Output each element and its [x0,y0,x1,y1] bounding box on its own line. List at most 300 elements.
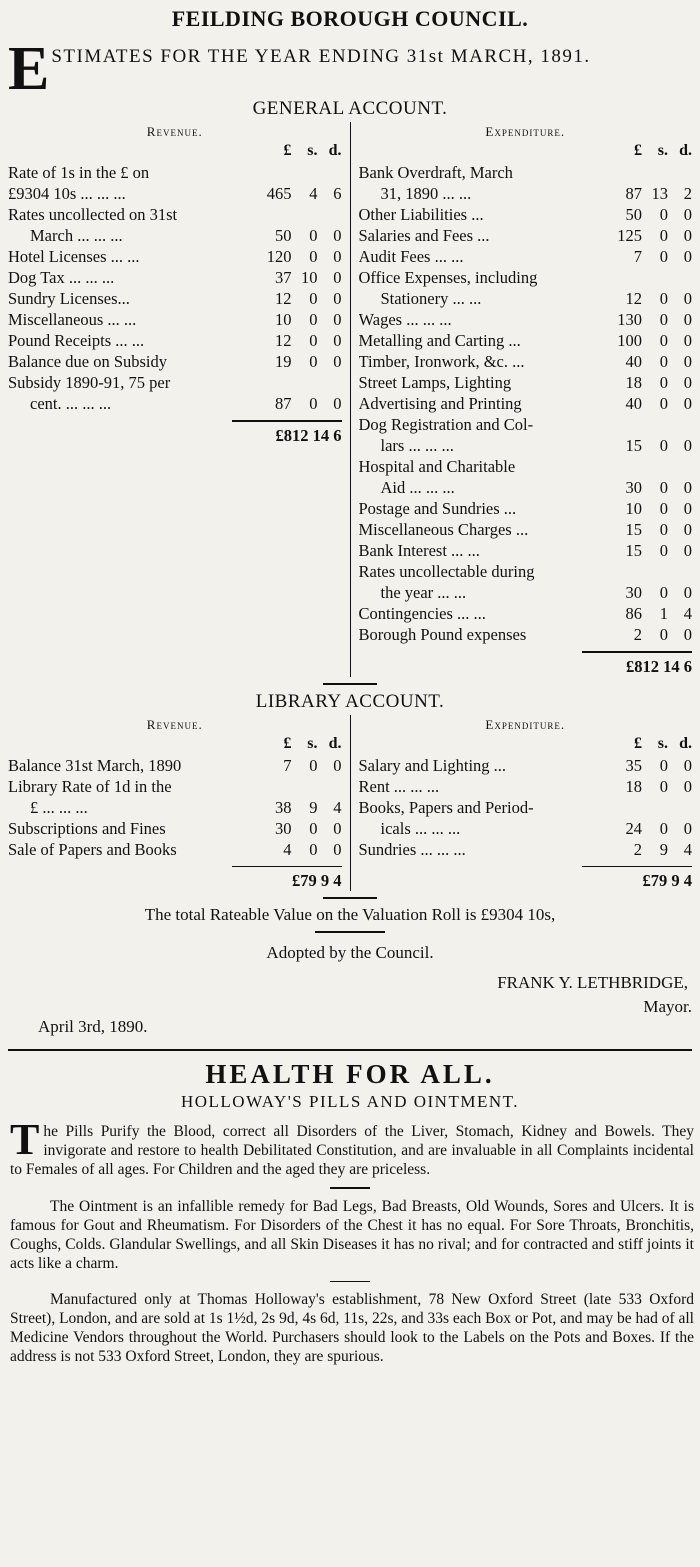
amount-shillings [292,162,318,183]
account-line-label: March ... ... ... [30,226,123,245]
amount-pounds: 40 [625,352,642,371]
amount-shillings: 0 [659,289,668,308]
estimates-heading [8,35,690,103]
account-line [8,225,342,246]
account-line-label: Salary and Lighting ... [358,755,507,775]
account-line [359,330,693,351]
account-line [8,797,342,818]
account-line-label: Sundry Licenses... [8,289,130,308]
amount-pence: 0 [683,520,692,539]
account-line [359,603,693,624]
account-line-amount [248,225,342,246]
account-line-amount [248,776,342,797]
account-line-amount [598,624,692,645]
amount-pence: 0 [333,268,342,287]
account-line-amount [598,288,692,309]
amount-pence: 0 [683,625,692,644]
amount-pounds: 37 [275,268,292,287]
account-line [8,393,342,414]
account-line-label: Balance due on Subsidy [8,352,168,371]
account-line [8,330,342,351]
account-line-amount [248,755,342,776]
account-line-label: Contingencies ... ... [358,604,486,623]
amount-pence: 0 [683,818,692,838]
amount-shillings: 0 [659,436,668,455]
account-line [8,372,342,393]
amount-pounds: 130 [617,310,642,329]
account-line-amount [248,246,342,267]
account-line-amount [248,204,342,225]
library-account-title: LIBRARY ACCOUNT. [255,690,445,712]
amount-pounds: 15 [625,520,642,539]
account-line-amount [598,540,692,561]
amount-pence: 0 [333,818,342,838]
account-line-label: Subscriptions and Fines [8,818,166,838]
account-line [359,839,693,860]
account-line-label: icals ... ... ... [380,818,461,838]
library-account-table [0,715,700,892]
account-line [359,267,693,288]
amount-shillings: 0 [659,755,668,775]
account-line-label: Wages ... ... ... [358,310,452,329]
amount-shillings: 0 [659,205,668,224]
amount-shillings: 0 [309,226,318,245]
amount-shillings: 0 [309,289,318,308]
account-line-label: Sundries ... ... ... [358,839,466,859]
account-line-label: cent. ... ... ... [30,394,112,413]
general-expenditure-column [351,122,700,677]
amount-pence [668,267,692,288]
amount-shillings: 0 [659,478,668,497]
amount-pence: 0 [683,289,692,308]
account-line [359,225,693,246]
library-expenditure-column [351,715,700,892]
account-line-label: Dog Registration and Col- [358,415,534,434]
manufacturer-paragraph: Manufactured only at Thomas Holloway's establishment, 78 New Oxford Street (late 533 Oxford Street), London, and are sold at 1s 1½d, 2s 9d, 4s 6d, 11s, 22s, and 33s each Box or Pot, and may be had of all Medicine Vendors throughout the World. Purchasers should look to the Labels on the Pots and Boxes. If the address is not 533 Oxford Street, London, they are spurious. [10,1291,694,1365]
account-line-label: Timber, Ironwork, &c. ... [358,352,525,371]
total-rule [232,866,342,868]
amount-pence: 4 [333,797,342,817]
account-line-amount [598,204,692,225]
dated: April 3rd, 1890. [38,1017,148,1036]
amount-pence [668,414,692,435]
general-revenue-total: £812 14 6 [275,425,342,445]
amount-pence [668,797,692,818]
amount-pence: 0 [683,205,692,224]
advert-divider [8,1049,692,1051]
amount-pounds: 24 [625,818,642,838]
general-expenditure-heading: Expenditure. [485,124,566,139]
account-line [359,624,693,645]
amount-shillings: 1 [659,604,668,623]
account-line-amount [248,267,342,288]
paragraph-divider [330,1281,370,1283]
account-line-amount [598,372,692,393]
amount-shillings: 0 [659,583,668,602]
account-line-label: Balance 31st March, 1890 [8,755,182,775]
amount-pounds: 18 [625,373,642,392]
account-line [359,309,693,330]
amount-pence [318,162,342,183]
amount-pounds: 465 [266,184,292,203]
amount-pounds [248,162,292,183]
account-line [359,183,693,204]
amount-pounds: 50 [625,205,642,224]
account-line [359,393,693,414]
signatory-name: FRANK Y. LETHBRIDGE, [497,973,688,992]
amount-pence [668,162,692,183]
amount-shillings: 0 [659,625,668,644]
account-line-label: Books, Papers and Period- [358,797,534,817]
account-line-label: Library Rate of 1d in the [8,776,172,796]
account-line [359,288,693,309]
amount-pounds [248,372,292,393]
account-line-amount [248,183,342,204]
account-line-label: Hospital and Charitable [358,457,516,476]
amount-pounds: 100 [617,331,642,350]
pills-text: he Pills Purify the Blood, correct all Disorders of the Liver, Stomach, Kidney and Bowels. They invigorate and restore to health Debilitated Constitution, and are invaluable in all Complaints incidental to Females of all ages. For Children and the aged they are priceless. [10,1123,694,1178]
amount-pounds: 12 [625,289,642,308]
account-line [8,755,342,776]
amount-shillings: 0 [659,310,668,329]
amount-pounds: 2 [633,839,642,859]
amount-pounds: 15 [625,541,642,560]
currency-header: £ s. d. [634,142,692,159]
general-account-table [0,122,700,677]
account-line-amount [598,477,692,498]
amount-pence: 0 [683,776,692,796]
account-line-amount [598,183,692,204]
amount-pence [318,204,342,225]
amount-shillings: 0 [659,394,668,413]
total-rule [582,651,692,653]
account-line [8,818,342,839]
amount-pounds: 86 [625,604,642,623]
account-line-label: Salaries and Fees ... [358,226,490,245]
account-line-label: Hotel Licenses ... ... [8,247,140,266]
amount-pence: 0 [333,755,342,775]
amount-shillings: 0 [309,394,318,413]
account-line-label: Advertising and Printing [358,394,522,413]
amount-pence: 0 [683,583,692,602]
health-subtitle: HOLLOWAY'S PILLS AND OINTMENT. [180,1092,519,1111]
amount-shillings [642,561,668,582]
amount-pounds: 18 [625,776,642,796]
amount-pence: 0 [333,289,342,308]
account-line-amount [598,561,692,582]
amount-pence: 0 [333,331,342,350]
total-rule [582,866,692,868]
amount-shillings: 0 [309,839,318,859]
amount-pence: 0 [683,499,692,518]
amount-pounds: 7 [633,247,642,266]
amount-pence: 0 [683,310,692,329]
general-revenue-list [8,162,342,414]
amount-shillings: 4 [309,184,318,203]
section-divider [315,931,385,933]
account-line [8,776,342,797]
general-revenue-column [0,122,351,677]
account-line-label: Street Lamps, Lighting [358,373,512,392]
currency-header: £ s. d. [283,734,342,752]
amount-pounds [598,267,642,288]
section-divider [323,683,377,685]
amount-pounds: 2 [633,625,642,644]
amount-shillings: 0 [659,499,668,518]
total-rule [232,420,342,422]
account-line [8,288,342,309]
account-line-label: Other Liabilities ... [358,205,484,224]
currency-header: £ s. d. [283,142,342,159]
amount-pounds: 30 [625,478,642,497]
amount-pence [318,776,342,797]
amount-pounds: 35 [625,755,642,775]
account-line-label: Audit Fees ... ... [358,247,464,266]
amount-pence: 0 [683,755,692,775]
account-line-amount [598,776,692,797]
account-line-label: Dog Tax ... ... ... [8,268,115,287]
account-line-amount [598,330,692,351]
amount-shillings [642,414,668,435]
account-line-amount [598,456,692,477]
amount-shillings: 0 [309,818,318,838]
currency-header: £ s. d. [634,734,692,752]
account-line-label: Sale of Papers and Books [8,839,177,859]
amount-shillings [292,776,318,797]
amount-shillings: 0 [309,310,318,329]
amount-pence: 4 [683,839,692,859]
amount-pounds [248,204,292,225]
account-line [8,162,342,183]
library-revenue-list [8,755,342,860]
account-line [359,372,693,393]
pills-paragraph [10,1115,694,1179]
account-line-label: Subsidy 1890-91, 75 per [8,373,171,392]
amount-pounds: 15 [625,436,642,455]
account-line [359,561,693,582]
account-line-label: Borough Pound expenses [358,625,527,644]
amount-pence: 0 [683,373,692,392]
amount-pence: 0 [683,247,692,266]
amount-shillings: 13 [651,184,668,203]
health-title: HEALTH FOR ALL. [205,1059,495,1089]
library-revenue-column [0,715,351,892]
account-line-amount [598,582,692,603]
account-line-label: £ ... ... ... [30,797,88,817]
amount-pence: 0 [333,352,342,371]
account-line-amount [248,288,342,309]
account-line-amount [248,818,342,839]
account-line-label: £9304 10s ... ... ... [8,184,126,203]
account-line [359,204,693,225]
account-line [359,519,693,540]
paragraph-initial: T [10,1115,40,1164]
account-line-label: Bank Overdraft, March [358,163,513,182]
account-line-label: Bank Interest ... ... [358,541,480,560]
account-line [359,498,693,519]
amount-pence: 2 [683,184,692,203]
amount-pence [668,456,692,477]
library-revenue-total: £79 9 4 [292,871,342,890]
account-line [8,267,342,288]
amount-pence: 0 [333,394,342,413]
amount-pounds [248,776,292,797]
library-revenue-heading: Revenue. [146,716,203,732]
paragraph-divider [330,1187,370,1189]
amount-pence: 0 [683,226,692,245]
section-divider [323,897,377,899]
amount-shillings: 0 [659,818,668,838]
account-line-label: Pound Receipts ... ... [8,331,145,350]
estimates-text: STIMATES FOR THE YEAR ENDING 31st MARCH, 1891. [51,46,591,67]
account-line-label: Rent ... ... ... [358,776,440,796]
amount-pence: 6 [333,184,342,203]
amount-pounds: 10 [625,499,642,518]
account-line-amount [598,797,692,818]
amount-pounds [598,561,642,582]
amount-pounds: 38 [275,797,292,817]
general-account-title: GENERAL ACCOUNT. [252,98,448,119]
account-line-label: Office Expenses, including [358,268,538,287]
amount-shillings: 0 [659,373,668,392]
account-line-amount [598,267,692,288]
general-revenue-heading: Revenue. [146,124,203,139]
amount-pence: 0 [683,478,692,497]
amount-pounds [598,456,642,477]
amount-pence: 0 [333,226,342,245]
account-line-label: Rate of 1s in the £ on [8,163,150,182]
account-line [359,797,693,818]
account-line-amount [598,519,692,540]
account-line-amount [248,330,342,351]
account-line-amount [598,351,692,372]
amount-shillings: 0 [309,352,318,371]
account-line-label: Stationery ... ... [380,289,482,308]
amount-shillings [292,372,318,393]
amount-shillings: 0 [659,331,668,350]
library-expenditure-list [359,755,693,860]
amount-shillings [642,267,668,288]
amount-pence: 0 [683,394,692,413]
amount-pounds [598,797,642,818]
amount-pounds [598,414,642,435]
account-line-amount [598,755,692,776]
amount-shillings: 9 [309,797,318,817]
account-line-amount [248,393,342,414]
amount-pounds: 30 [625,583,642,602]
amount-pounds: 125 [617,226,642,245]
amount-pounds: 87 [625,184,642,203]
account-line-amount [248,797,342,818]
account-line-amount [598,393,692,414]
account-line-label: Miscellaneous Charges ... [358,520,529,539]
account-line-amount [598,414,692,435]
amount-shillings: 0 [659,541,668,560]
amount-shillings: 0 [659,352,668,371]
amount-pounds: 87 [275,394,292,413]
account-line [359,456,693,477]
account-line [359,435,693,456]
account-line-label: lars ... ... ... [380,436,454,455]
signatory-role: Mayor. [643,997,692,1016]
account-line-label: the year ... ... [380,583,467,602]
amount-shillings: 9 [659,839,668,859]
amount-pence: 0 [333,839,342,859]
account-line-amount [598,246,692,267]
amount-pence: 0 [333,247,342,266]
amount-pounds: 40 [625,394,642,413]
library-expenditure-heading: Expenditure. [485,716,566,732]
account-line-amount [598,435,692,456]
amount-pence [668,561,692,582]
account-line-amount [598,162,692,183]
amount-pounds: 7 [283,755,292,775]
account-line [359,755,693,776]
amount-pounds: 30 [275,818,292,838]
amount-pence [318,372,342,393]
amount-pounds: 120 [266,247,292,266]
amount-pounds: 12 [275,331,292,350]
account-line [8,204,342,225]
account-line-amount [248,372,342,393]
amount-shillings: 10 [301,268,318,287]
account-line [359,162,693,183]
amount-pounds [598,162,642,183]
amount-pounds: 12 [275,289,292,308]
account-line-amount [248,162,342,183]
amount-pounds: 19 [275,352,292,371]
amount-pence: 0 [333,310,342,329]
account-line-amount [598,818,692,839]
account-line-amount [248,309,342,330]
amount-pounds: 4 [283,839,292,859]
account-line [359,477,693,498]
amount-shillings: 0 [659,226,668,245]
dropcap-letter: E [8,35,50,103]
amount-shillings: 0 [309,755,318,775]
council-title: FEILDING BOROUGH COUNCIL. [171,6,529,31]
general-expenditure-list [359,162,693,645]
amount-pounds: 50 [275,226,292,245]
account-line-amount [598,839,692,860]
account-line [359,351,693,372]
account-line [8,351,342,372]
amount-pence: 0 [683,541,692,560]
account-line [359,582,693,603]
amount-pounds: 10 [275,310,292,329]
account-line-label: Miscellaneous ... ... [8,310,137,329]
ointment-paragraph: The Ointment is an infallible remedy for Bad Legs, Bad Breasts, Old Wounds, Sores and Ulcers. It is famous for Gout and Rheumatism. For Disorders of the Chest it has no equal. For Sore Throats, Bronchitis, Coughs, Colds. Glandular Swellings, and all Skin Diseases it has no rival; and for contracted and stiff joints it acts like a charm. [10,1197,694,1272]
account-line [359,414,693,435]
account-line-amount [598,498,692,519]
account-line-amount [248,839,342,860]
amount-shillings: 0 [309,331,318,350]
amount-shillings [642,456,668,477]
account-line-amount [598,309,692,330]
account-line [8,183,342,204]
amount-shillings: 0 [309,247,318,266]
adopted-note: Adopted by the Council. [266,943,434,962]
amount-shillings [292,204,318,225]
account-line-amount [598,603,692,624]
amount-pence: 0 [683,352,692,371]
amount-pence: 0 [683,436,692,455]
account-line [8,246,342,267]
rateable-value-note: The total Rateable Value on the Valuation Roll is £9304 10s, [144,905,556,924]
account-line-label: Rates uncollected on 31st [8,205,178,224]
account-line-amount [248,351,342,372]
amount-pence: 0 [683,331,692,350]
